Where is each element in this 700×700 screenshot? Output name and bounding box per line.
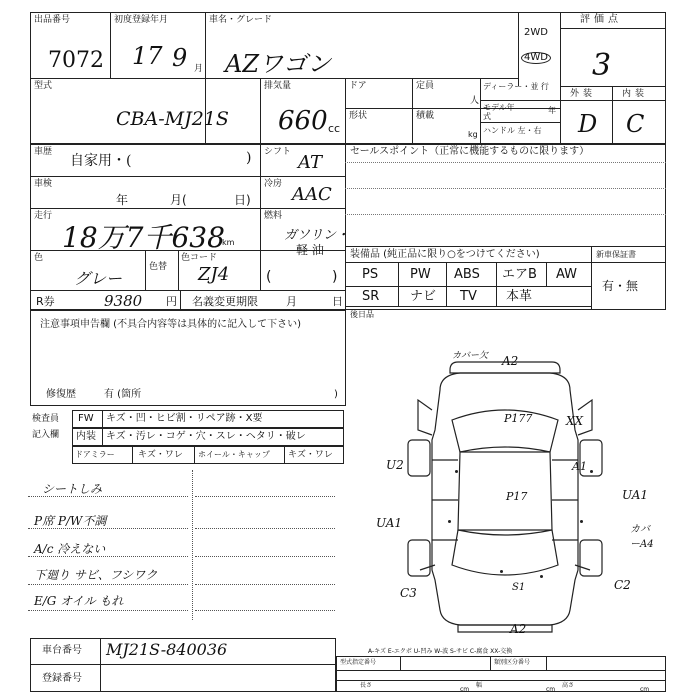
equip-tv: TV [460,289,477,304]
reg-label: 初度登録年月 [114,15,169,25]
recycle-unit: 円 [166,295,177,308]
inspector-wheel-cap-items: キズ・ワレ [288,450,333,460]
reg-year: 17 [132,42,163,70]
name-change-month: 月 [286,295,297,308]
diag-label-u2: U2 [386,458,404,472]
inspection-day: 日) [234,193,251,207]
inspector-naiso-items: キズ・汚レ・コゲ・穴・スレ・ヘタリ・破レ [106,431,306,442]
diag-label-a2-top: A2 [502,354,519,368]
category-number-label: 類別区分番号 [494,659,531,666]
name-change-label: 名義変更期限 [192,295,258,308]
diag-label-a1: A1 [572,460,587,473]
diag-label-p177: P177 [504,412,533,425]
diag-label-s1: S1 [512,582,526,593]
lot-label: 出品番号 [34,15,71,25]
model-year-label: モデル年式 [483,103,515,121]
after-items-label: 後日品 [350,310,374,319]
equip-pw: PW [410,267,431,282]
reg-month-unit: 月 [194,64,204,74]
diag-label-cover-a4: カバーA4 [630,524,654,550]
inspector-fw-items: キズ・凹・ヒビ割・リペア跡・X要 [106,413,263,424]
use-value: 自家用・( [70,153,132,169]
inspector-label-1: 検査員 [32,414,60,424]
equip-sr: SR [362,289,380,304]
equip-ps: PS [362,267,379,282]
ac-value: AAC [292,184,332,205]
interior-grade: C [626,110,645,138]
note-1: シートしみ [42,482,103,496]
shape-label: 形状 [349,111,368,121]
color-code: ZJ4 [198,264,230,285]
displacement-unit: cc [328,122,341,135]
use-label: 車歴 [34,147,53,157]
model-designation-label: 型式指定番号 [340,659,377,666]
diag-label-c2: C2 [614,578,631,592]
shift-label: シフト [264,147,292,157]
ac-label: 冷房 [264,179,283,189]
diag-label-c3: C3 [400,586,417,600]
inspector-door-mirror-items: キズ・ワレ [138,450,183,460]
new-car-warranty-label: 新車保証書 [596,250,636,259]
name-change-day: 日 [332,295,343,308]
equip-leather: 本革 [506,289,533,304]
diag-label-xx: XX [566,414,584,428]
year-unit: 年 [548,106,556,115]
model-label: 型式 [34,81,53,91]
model-code: CBA-MJ21S [116,108,229,130]
capacity-label: 定員 [416,81,435,91]
diag-label-ua1-right: UA1 [622,488,649,502]
shift-value: AT [298,152,323,173]
dealer-label: ディーラー・並 行 [483,82,549,91]
note-4: 下廻り サビ、フシワク [34,568,158,582]
fuel-paren-open: ( [266,269,272,285]
repair-value: 有 (箇所 [104,389,142,400]
note-3: A/c 冷えない [34,542,106,556]
reg-month: 9 [172,44,188,72]
length-label: 長さ [360,682,373,689]
equip-abs: ABS [454,267,480,282]
drive-2wd: 2WD [524,27,548,38]
repair-label: 修復歴 [46,389,76,400]
inspector-wheel-cap: ホイール・キャップ [198,450,270,459]
fuel-paren-close: ) [332,269,338,285]
inspection-year: 年 [116,193,129,207]
mileage-label: 走行 [34,211,53,221]
color-change-label: 色替 [149,262,168,272]
use-close: ) [246,150,252,166]
fuel-light: 軽 油 [296,243,324,257]
damage-legend: A-キズ E-エクボ U-凹み W-波 S-サビ C-腐食 XX-交換 [368,648,513,655]
note-5: E/G オイル もれ [34,594,124,608]
score-value: 3 [592,48,612,83]
capacity-unit: 人 [470,96,480,106]
equipment-title: 装備品 (純正品に限り○をつけてください) [350,249,540,260]
repair-close: ) [334,389,338,400]
inspector-label-2: 記入欄 [32,430,60,440]
height-label: 高さ [562,682,575,689]
mileage-unit: km [222,238,235,247]
mileage-value: 18万7千638 [62,221,225,254]
displacement-label: 排気量 [264,81,292,91]
sales-point-label: セールスポイント（正常に機能するものに限ります） [350,146,590,157]
diag-label-a2-bottom: A2 [510,622,527,636]
score-label: 評価点 [580,14,622,25]
exterior-grade: D [578,110,598,138]
chassis-label: 車台番号 [42,645,82,656]
color-value: グレー [74,269,123,288]
warranty-choice: 有・無 [602,279,639,293]
inspector-naiso: 内装 [76,431,96,442]
inspection-month: 月( [170,193,187,207]
length-cm: cm [460,686,470,693]
inspector-door-mirror: ドアミラー [75,450,115,459]
inspection-label: 車検 [34,179,53,189]
equip-airbag: エアB [502,267,537,282]
name-label: 車名・グレード [209,15,273,25]
drive-4wd-circled: 4WD [521,52,551,64]
equip-navi: ナビ [410,289,437,304]
fuel-label: 燃料 [264,211,283,221]
load-label: 積載 [416,111,435,121]
note-2: P席 P/W不調 [34,514,107,528]
equip-aw: AW [556,267,578,282]
interior-label: 内装 [622,89,649,99]
lot-number: 7072 [48,48,104,73]
plate-label: 登録番号 [42,673,82,684]
recycle-label: R券 [36,295,55,308]
inspector-fw: FW [78,413,94,424]
notes-title: 注意事項申告欄 (不具合内容等は具体的に記入して下さい) [40,319,301,330]
height-cm: cm [640,686,650,693]
color-code-label: 色コード [181,253,218,263]
handle-label: ハンドル 左・右 [483,126,542,135]
car-name: AZワゴン [225,50,332,78]
fuel-gasoline: ガソリン・ [284,228,350,243]
chassis-value: MJ21S-840036 [106,640,228,659]
diag-label-cover: カバー欠 [452,351,489,361]
width-label: 幅 [476,682,483,689]
diag-label-p17: P17 [506,490,528,503]
recycle-value: 9380 [104,292,143,310]
displacement-value: 660 [278,106,328,136]
load-unit: kg [468,130,478,139]
width-cm: cm [546,686,556,693]
door-label: ドア [349,81,367,91]
color-label: 色 [34,253,44,263]
diag-label-ua1-left: UA1 [376,516,403,530]
exterior-label: 外装 [570,89,597,99]
